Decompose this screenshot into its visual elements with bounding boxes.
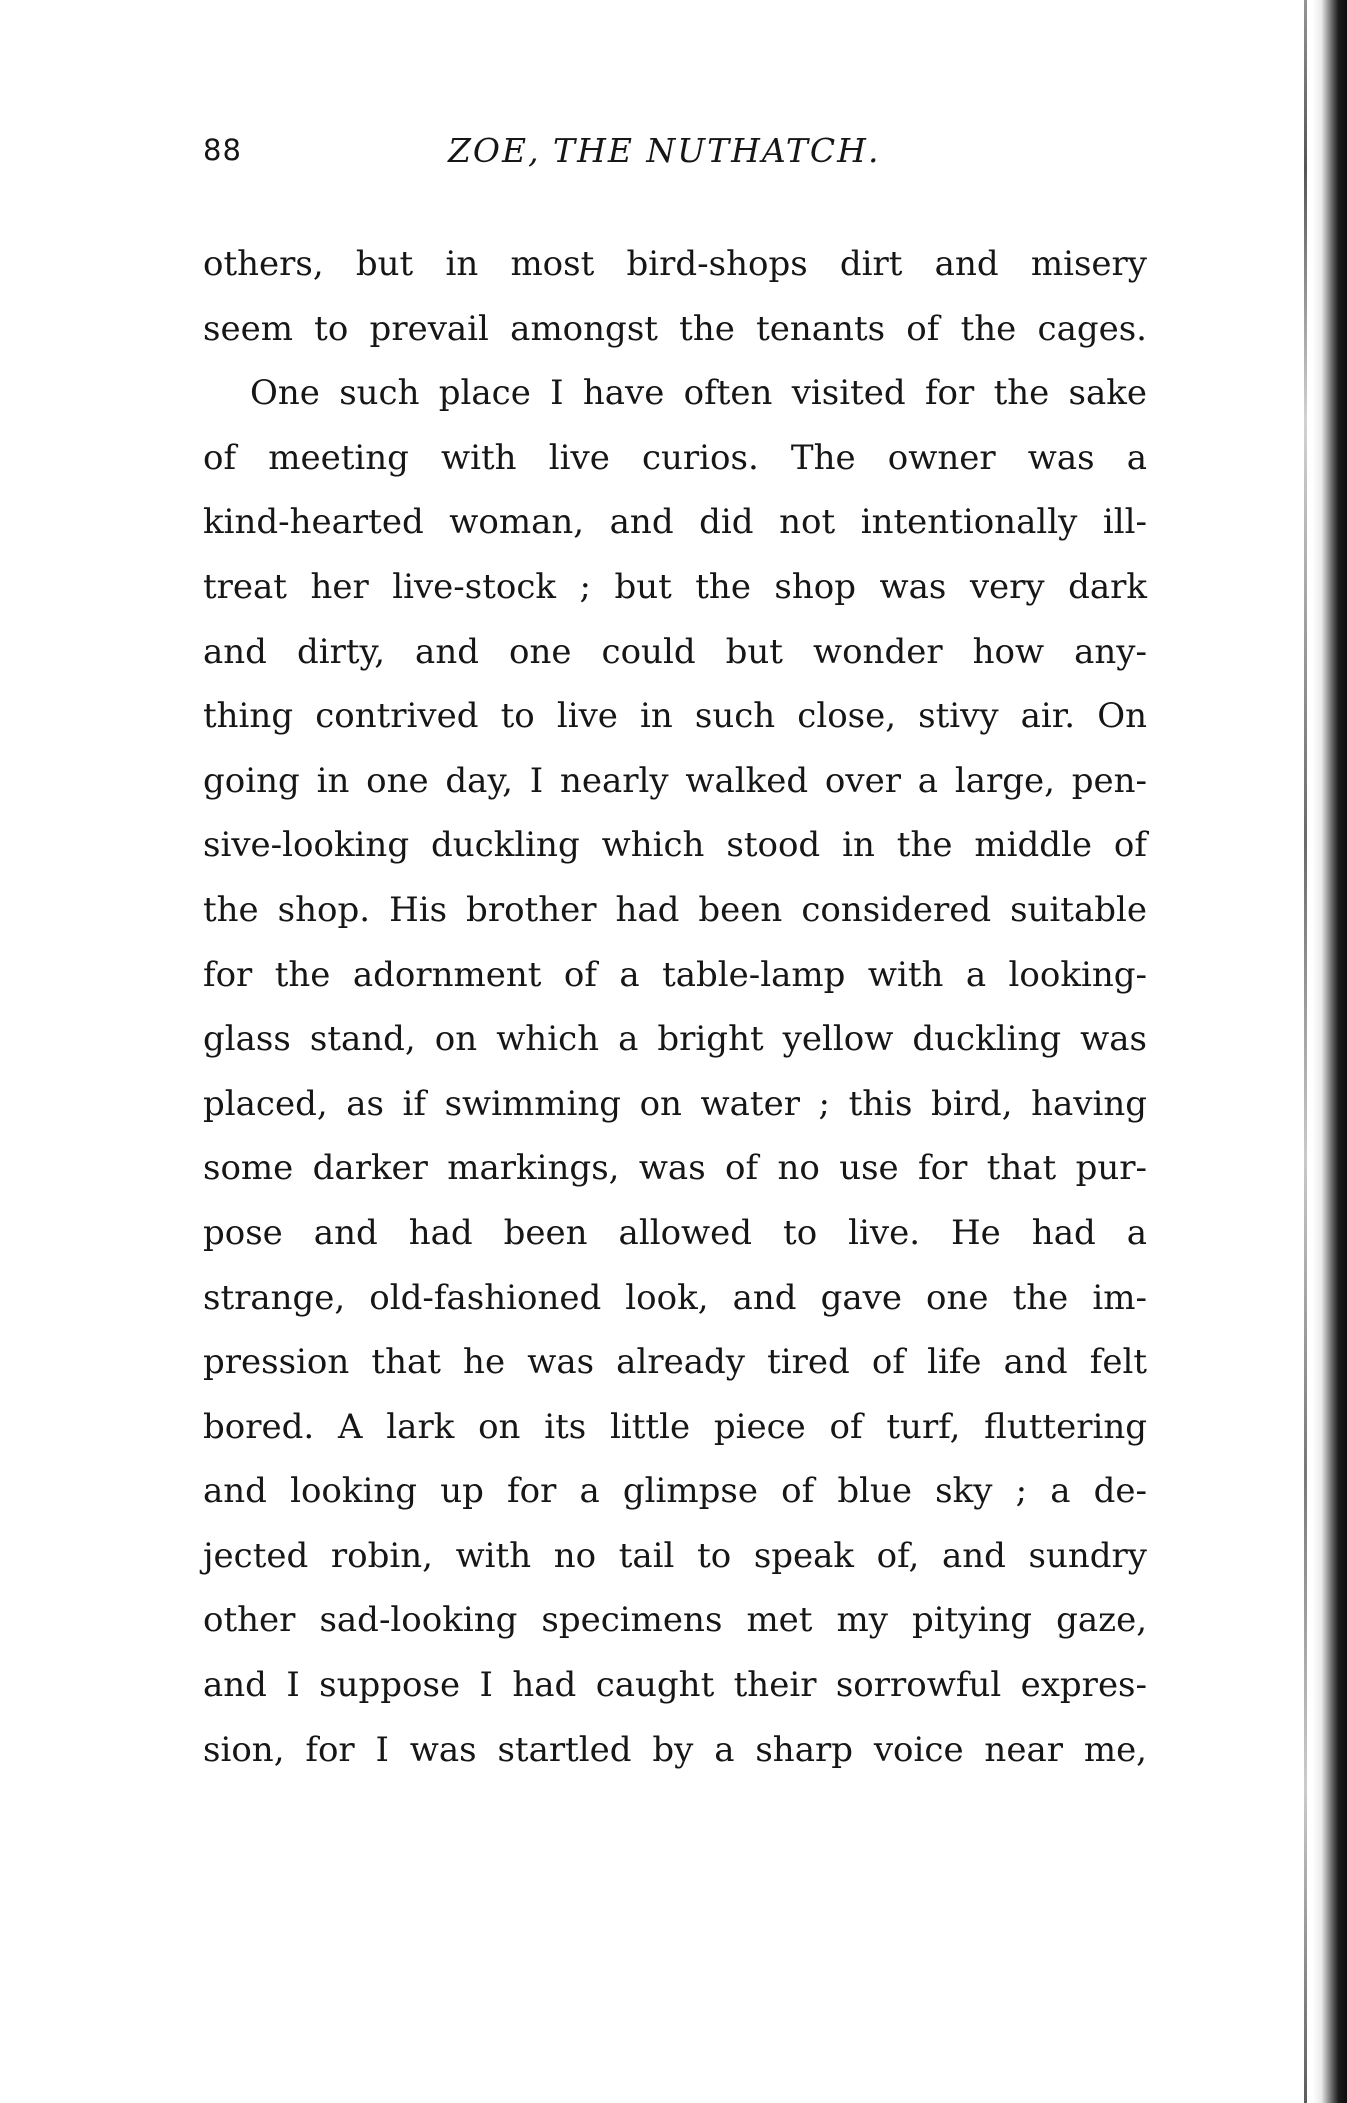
- text-line: seem to prevail amongst the tenants of the cages.: [203, 308, 1147, 349]
- text-line: other sad-looking specimens met my pitying gaze,: [203, 1600, 1147, 1641]
- text-line: of meeting with live curios. The owner was a: [203, 437, 1147, 478]
- text-line: and I suppose I had caught their sorrowful expres-: [203, 1665, 1147, 1706]
- text-line: pression that he was already tired of life and felt: [203, 1342, 1147, 1383]
- text-line: pose and had been allowed to live. He had a: [203, 1212, 1147, 1253]
- text-line: some darker markings, was of no use for that pur-: [203, 1148, 1147, 1189]
- body-text: [203, 232, 1147, 1782]
- text-line: and dirty, and one could but wonder how any-: [203, 631, 1147, 672]
- text-line: sion, for I was startled by a sharp voice near me,: [203, 1729, 1147, 1770]
- page-number: 88: [203, 133, 242, 167]
- text-line: others, but in most bird-shops dirt and misery: [203, 244, 1147, 284]
- page-header: [203, 133, 1163, 179]
- text-line: going in one day, I nearly walked over a large, pen-: [203, 760, 1147, 801]
- text-line: One such place I have often visited for the sake: [250, 373, 1147, 414]
- text-line: glass stand, on which a bright yellow duckling was: [203, 1019, 1147, 1060]
- text-line: jected robin, with no tail to speak of, and sundry: [203, 1535, 1147, 1576]
- text-line: placed, as if swimming on water ; this bird, having: [203, 1083, 1147, 1124]
- text-line: and looking up for a glimpse of blue sky ; a de-: [203, 1471, 1147, 1512]
- text-line: strange, old-fashioned look, and gave one the im-: [203, 1277, 1147, 1318]
- text-line: treat her live-stock ; but the shop was very dark: [203, 566, 1147, 607]
- page-gutter-shadow: [1304, 0, 1307, 2103]
- text-line: thing contrived to live in such close, stivy air. On: [203, 696, 1147, 737]
- text-line: bored. A lark on its little piece of turf, fluttering: [203, 1406, 1147, 1447]
- text-line: kind-hearted woman, and did not intentionally ill-: [203, 502, 1147, 543]
- text-line: for the adornment of a table-lamp with a looking-: [203, 954, 1147, 995]
- book-binding-edge: [1313, 0, 1347, 2103]
- text-line: the shop. His brother had been considered suitable: [203, 889, 1147, 930]
- running-title: ZOE, THE NUTHATCH.: [448, 131, 881, 170]
- text-line: sive-looking duckling which stood in the middle of: [203, 825, 1147, 866]
